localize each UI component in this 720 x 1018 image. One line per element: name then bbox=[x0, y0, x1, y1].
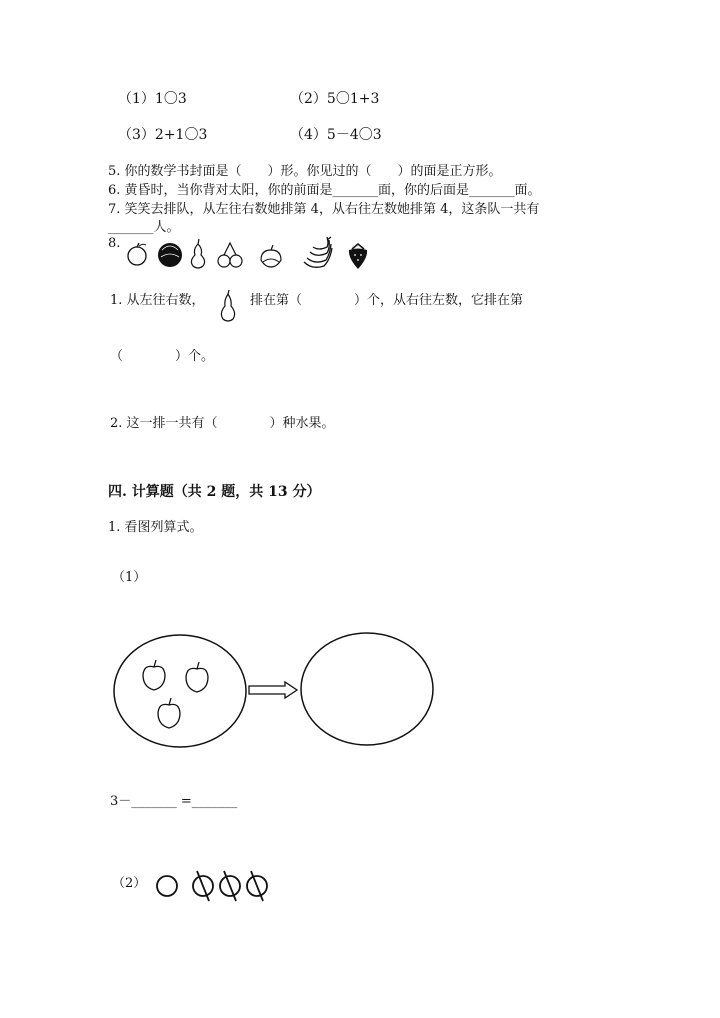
question-8-sub1-start: 1. 从左往右数， bbox=[110, 293, 205, 308]
part-1-label: （1） bbox=[112, 570, 147, 585]
apple-icon bbox=[143, 660, 165, 690]
question-8-sub1-middle: 排在第（ ）个，从右往左数，它排在第 bbox=[250, 293, 524, 308]
question-7-line2: _______人。 bbox=[108, 220, 180, 235]
question-8-sub2: 2. 这一排一共有（ ）种水果。 bbox=[110, 416, 335, 431]
compare-item-3: （3）2+1〇3 bbox=[118, 127, 208, 143]
question-7-line1: 7. 笑笑去排队，从左往右数她排第 4，从右往左数她排第 4，这条队一共有 bbox=[108, 202, 540, 217]
compare-item-2: （2）5〇1+3 bbox=[290, 91, 380, 107]
calc-question-1: 1. 看图列算式。 bbox=[108, 520, 203, 535]
crossed-circle-icon bbox=[247, 871, 267, 901]
crossed-circle-icon bbox=[193, 871, 213, 901]
equation-line: 3－_______ =_______ bbox=[110, 794, 238, 809]
question-8-sub1-end: （ ）个。 bbox=[110, 349, 215, 364]
crossed-circle-icon bbox=[220, 871, 240, 901]
apple-icon bbox=[186, 662, 208, 692]
compare-item-1: （1）1〇3 bbox=[118, 91, 187, 107]
left-circle bbox=[114, 635, 246, 747]
right-circle bbox=[301, 633, 433, 745]
question-8-number: 8. bbox=[108, 236, 121, 251]
compare-item-4: （4）5－4〇3 bbox=[290, 127, 382, 143]
circle-icon bbox=[157, 876, 177, 896]
question-5: 5. 你的数学书封面是（ ）形。你见过的（ ）的面是正方形。 bbox=[108, 164, 502, 179]
section-4-title: 四. 计算题（共 2 题，共 13 分） bbox=[108, 484, 321, 500]
arrow-icon bbox=[249, 682, 297, 698]
circles-group bbox=[150, 868, 280, 908]
question-6: 6. 黄昏时，当你背对太阳，你的前面是_______面，你的后面是_______面。 bbox=[108, 183, 541, 198]
apple-icon bbox=[158, 698, 180, 728]
part-2-label: （2） bbox=[112, 876, 147, 891]
